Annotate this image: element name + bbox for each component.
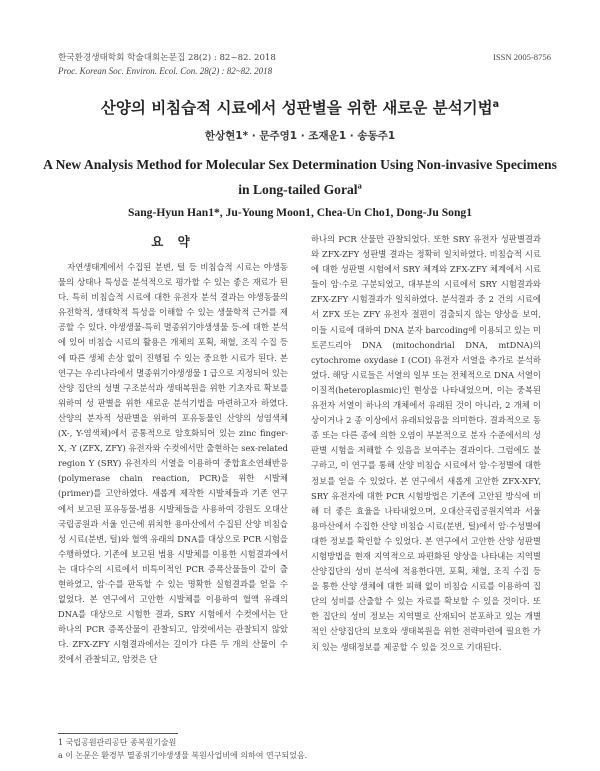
authors-korean: 한상현1* · 문주영1 · 조재운1 · 송동주1 (204, 130, 396, 142)
abstract-text-right: 하나의 PCR 산물만 관찰되었다. 또한 SRY 유전자 성판별결과와 ZFX-ZFY 성판별 결과는 정확히 일치하였다. 비침습적 시료에 대한 성판별 시험에서 SRY 체계와 ZFX-ZFY 체계에서 시료들이 암·수로 구분되었고, 대부분의 시료에서 SRY 시험결과와 ZFX-ZFY 시험결과가 일치하였다. 분석결과 중 2 건의 시료에서 ZFX 또는 ZFY 유전자 절편이 검출되지 않는 양상을 보여, 이들 시료에 대하여 DNA 분자 barcoding에 이용되고 있는 미토콘드리아 DNA (mitochondrial DNA, mtDNA)의 cytochrome oxydase I (COI) 유전자 서열을 추가로 분석하였다. 해당 시료들은 서열의 일부 또는 전체적으로 DNA 서열이 이질적(heteroplasmic)인 현상을 나타내었으며, 이는 중복된 유전자 서열이 하나의 개체에서 유래된 것이 아니라, 2 개체 이상이거나 2 종 이상에서 유래되었음을 의미한다. 결과적으로 동종 또는 다른 종에 의한 오염이 부분적으로 분자 수준에서의 성 판별 시험을 저해할 수 있음을 보여주는 결과이다. 그럼에도 불구하고, 이 연구를 통해 산양 비침습 시료에서 암·수정별에 대한 정보를 얻을 수 있었다. 본 연구에서 새롭게 고안한 ZFX-XFY, SRY 유전자에 대한 PCR 시험방법은 기존에 고안된 방식에 비해 더 좋은 효율을 나타내었으며, 오대산국립공원지역과 서울 용마산에서 수집한 산양 비침습 시료(분변, 털)에서 암·수성별에 대한 정보를 확인할 수 있었다. 본 연구에서 고안한 산양 성판별 시험방법을 현재 지역적으로 파편화된 양상을 나타내는 지역별 산양집단의 성비 분석에 적용한다면, 포획, 채혈, 조직 수집 등을 통한 산양 생체에 대한 피해 없이 비침습 시료를 이용하여 집단의 성비를 산출할 수 있는 자료를 확보할 수 있을 것이다. 또한 집단의 성비 정보는 지역별로 산재되어 분포하고 있는 개별적인 산양집단의 보호와 생태복원을 위한 전략마련에 필요한 가치 있는 생태정보를 제공할 수 있을 것으로 기대된다. (311, 234, 541, 652)
journal-citation-ko: 한국환경생태학회 학술대회논문집 28(2) : 82~82. 2018 (58, 53, 276, 63)
title-korean-text: 산양의 비침습적 시료에서 성판별을 위한 새로운 분석기법 (100, 99, 493, 117)
abstract-heading: 요 약 (151, 234, 195, 249)
footnote-affiliation: 1 국립공원관리공단 종복원기술원 (58, 738, 177, 747)
title-korean-sup: a (492, 98, 500, 110)
journal-citation-en: Proc. Korean Soc. Environ. Ecol. Con. 28(2) : 82~82. 2018 (58, 66, 273, 76)
issn: ISSN 2005-8756 (492, 52, 551, 62)
title-english-sup: a (357, 180, 362, 191)
authors-english: Sang-Hyun Han1*, Ju-Young Moon1, Chea-Un Cho1, Dong-Ju Song1 (127, 206, 473, 219)
abstract-column-left (58, 260, 288, 668)
abstract-text-left: 자연생태계에서 수집된 분변, 털 등 비침습적 시료는 야생동물의 상태나 특성을 분석적으로 평가할 수 있는 좋은 재료가 된다. 특히 비침습적 시료에 대한 유전자 분석 결과는 야생동물의 유전학적, 생태학적 특성을 이해할 수 있는 생물학적 근거를 제공할 수 있다. 야생생물-특히 멸종위기야생생물 등-에 대한 분석에 있어 비침습 시료의 활용은 개체의 포획, 채혈, 조직 수집 등에 따른 생체 손상 없이 진행될 수 있는 중요한 시료가 된다. 본 연구는 우리나라에서 멸종위기야생생물 I 급으로 지정되어 있는 산양 집단의 성별 구조분석과 생태복원을 위한 기초자료 확보를 위하여 성 판별을 위한 새로운 분석기법을 마련하고자 하였다. 산양의 분자적 성판별을 위하여 포유동물인 산양의 성염색체(X-, Y-염색체)에서 공통적으로 암호화되어 있는 zinc finger-X, -Y (ZFX, ZFY) 유전자와 수컷에서만 출현하는 sex-related region Y (SRY) 유전자의 서열을 이용하여 중합효소연쇄반응(polymerase chain reaction, PCR)을 위한 시발체(primer)를 고안하였다. 새롭게 제작한 시발체들과 기존 연구에서 보고된 포유동물-범용 시발체들을 사용하여 강원도 오대산국립공원과 서울 인근에 위치한 용마산에서 수집된 산양 비침습성 시료(분변, 털)와 혈액 유래의 DNA를 대상으로 PCR 시험을 수행하였다. 기존에 보고된 범용 시발체를 이용한 시험결과에서는 대다수의 시료에서 비특이적인 PCR 증폭산물들이 같이 출현하였고, 암·수를 판독할 수 있는 명확한 실험결과를 얻을 수 없었다. 본 연구에서 고안한 시발체를 이용하여 혈액 유래의 DNA를 대상으로 시험한 결과, SRY 시험에서 수컷에서는 단 하나의 PCR 증폭산물이 관찰되고, 암컷에서는 관찰되지 않았다. ZFX-ZFY 시험결과에서는 길이가 다른 두 개의 산물이 수컷에서 관찰되고, 암컷은 단 (58, 262, 288, 665)
footnote-funding: a 이 논문은 환경부 멸종위기야생생물 복원사업비에 의하여 연구되었음. (58, 751, 308, 760)
title-english (40, 152, 560, 202)
title-korean (0, 96, 600, 118)
title-english-text: A New Analysis Method for Molecular Sex Determination Using Non-invasive Specimens in Long-tailed Goral (43, 157, 557, 197)
abstract-column-right (311, 232, 541, 655)
footnote-rule (58, 733, 178, 734)
journal-header (58, 52, 276, 78)
